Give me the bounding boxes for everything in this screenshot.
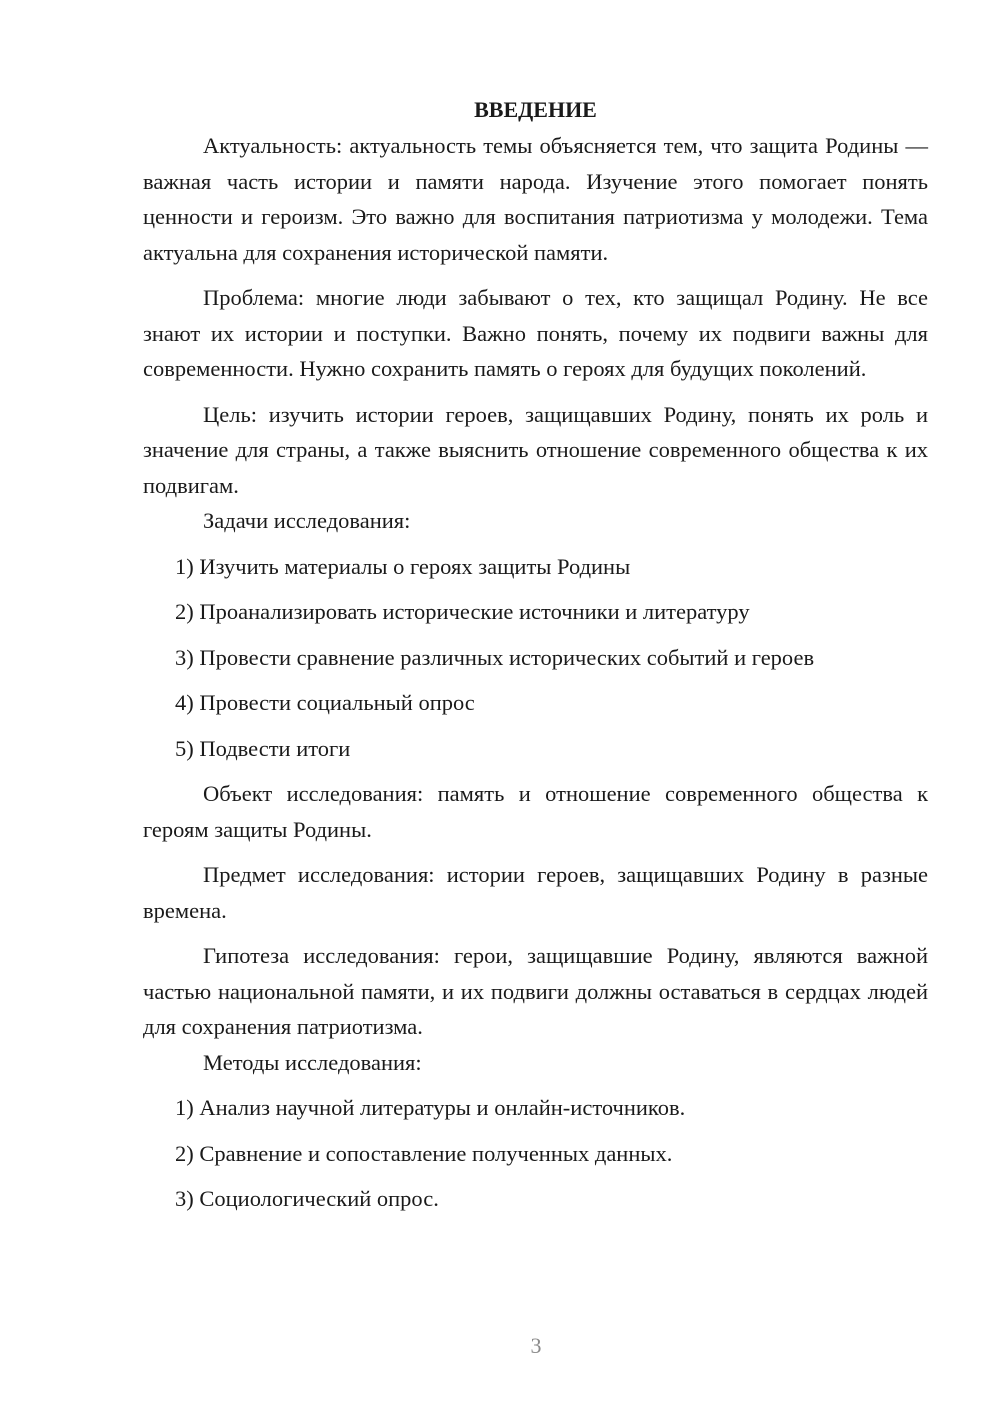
- list-item: 2) Сравнение и сопоставление полученных данных.: [175, 1140, 673, 1166]
- relevance-paragraph: Актуальность: актуальность темы объясняется тем, что защита Родины — важная часть истории и памяти народа. Изучение этого помогает понять ценности и героизм. Это важно для воспитания патриотизма у молодежи. Тема актуальна для сохранения исторической памяти.: [143, 133, 928, 265]
- list-item: 5) Подвести итоги: [175, 735, 351, 761]
- list-item: 1) Изучить материалы о героях защиты Родины: [175, 553, 631, 579]
- tasks-label: Задачи исследования:: [203, 508, 411, 533]
- page-title: ВВЕДЕНИЕ: [474, 97, 597, 122]
- methods-label: Методы исследования:: [203, 1049, 422, 1075]
- problem-paragraph: Проблема: многие люди забывают о тех, кто защищал Родину. Не все знают их истории и поступки. Важно понять, почему их подвиги важны для современности. Нужно сохранить память о героях для будущих поколений.: [143, 285, 928, 381]
- goal-paragraph: Цель: изучить истории героев, защищавших Родину, понять их роль и значение для страны, а также выяснить отношение современного общества к их подвигам.: [143, 401, 928, 498]
- list-item: 4) Провести социальный опрос: [175, 690, 475, 715]
- list-item: 3) Социологический опрос.: [175, 1186, 439, 1211]
- document-page: [143, 92, 928, 1217]
- hypothesis-paragraph: Гипотеза исследования: герои, защищавшие Родину, являются важной частью национальной памяти, и их подвиги должны оставаться в сердцах людей для сохранения патриотизма.: [143, 943, 928, 1039]
- methods-list: [143, 1090, 928, 1217]
- list-item: 3) Провести сравнение различных исторических событий и героев: [175, 644, 815, 670]
- list-item: 2) Проанализировать исторические источники и литературу: [175, 599, 750, 624]
- list-item: 1) Анализ научной литературы и онлайн-источников.: [175, 1095, 686, 1120]
- object-paragraph: Объект исследования: память и отношение современного общества к героям защиты Родины.: [143, 781, 928, 842]
- tasks-list: [143, 549, 928, 767]
- page-number: 3: [530, 1333, 542, 1358]
- subject-paragraph: Предмет исследования: истории героев, защищавших Родину в разные времена.: [143, 862, 928, 923]
